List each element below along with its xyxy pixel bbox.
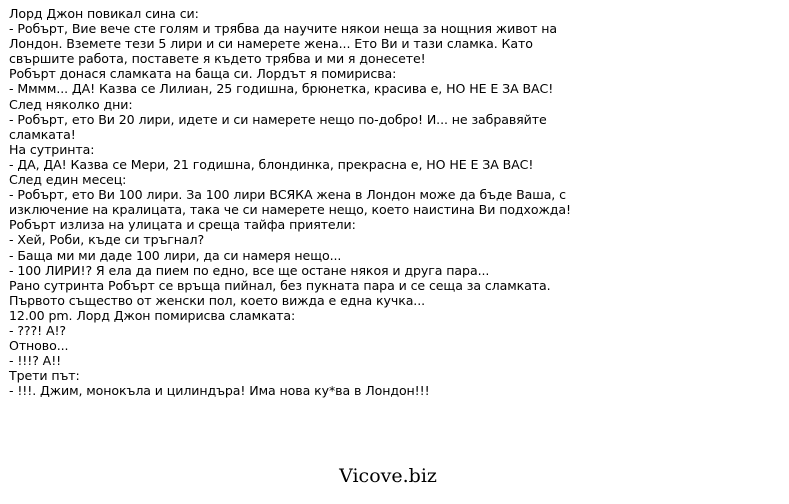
story-line: - ???! А!? [9, 322, 67, 338]
story-line: - Робърт, ето Ви 100 лири. За 100 лири ВСЯКА жена в Лондон може да бъде Ваша, с [9, 187, 566, 203]
story-line: - Хей, Роби, къде си тръгнал? [9, 232, 205, 248]
story-line: Робърт донася сламката на баща си. Лордът я помирисва: [9, 66, 397, 82]
story-line: изключение на кралицата, така че си намерете нещо, което наистина Ви подхожда! [9, 202, 571, 218]
story-line: Първото същество от женски пол, което вижда е една кучка... [9, 292, 426, 308]
story-line: Отново... [9, 338, 69, 354]
story-line: - ДА, ДА! Казва се Мери, 21 годишна, блондинка, прекрасна е, НО НЕ Е ЗА ВАС! [9, 156, 534, 172]
story-line: Робърт излиза на улицата и среща тайфа приятели: [9, 217, 356, 233]
story-line: - Робърт, Вие вече сте голям и трябва да научите някои неща за нощния живот на [9, 21, 558, 37]
story-line: Лондон. Вземете тези 5 лири и си намерете жена... Ето Ви и тази сламка. Като [9, 36, 533, 52]
site-watermark: Vicove.biz [339, 465, 437, 487]
story-line: Лорд Джон повикал сина си: [9, 6, 199, 21]
story-line: След един месец: [9, 172, 127, 188]
story-line: сламката! [9, 126, 76, 142]
story-line: - Мммм... ДА! Казва се Лилиан, 25 годишна, брюнетка, красива е, НО НЕ Е ЗА ВАС! [9, 81, 554, 97]
story-line: След няколко дни: [9, 96, 133, 112]
story-line: - Баща ми ми даде 100 лири, да си намеря нещо... [9, 247, 342, 263]
story-line: Рано сутринта Робърт се връща пийнал, без пукната пара и се сеща за сламката. [9, 277, 551, 293]
story-line: - !!!. Джим, монокъла и цилиндъра! Има нова ку*ва в Лондон!!! [9, 383, 430, 399]
story-line: 12.00 pm. Лорд Джон помирисва сламката: [9, 307, 296, 323]
story-line: - 100 ЛИРИ!? Я ела да пием по едно, все ще остане някоя и друга пара... [9, 262, 490, 278]
story-line: - Робърт, ето Ви 20 лири, идете и си намерете нещо по-добро! И... не забравяйте [9, 111, 547, 127]
story-line: - !!!? А!! [9, 353, 62, 369]
story-line: Трети път: [9, 368, 80, 384]
story-line: На сутринта: [9, 141, 95, 157]
story-text [9, 6, 779, 398]
story-line: свършите работа, поставете я където трябва и ми я донесете! [9, 51, 426, 67]
